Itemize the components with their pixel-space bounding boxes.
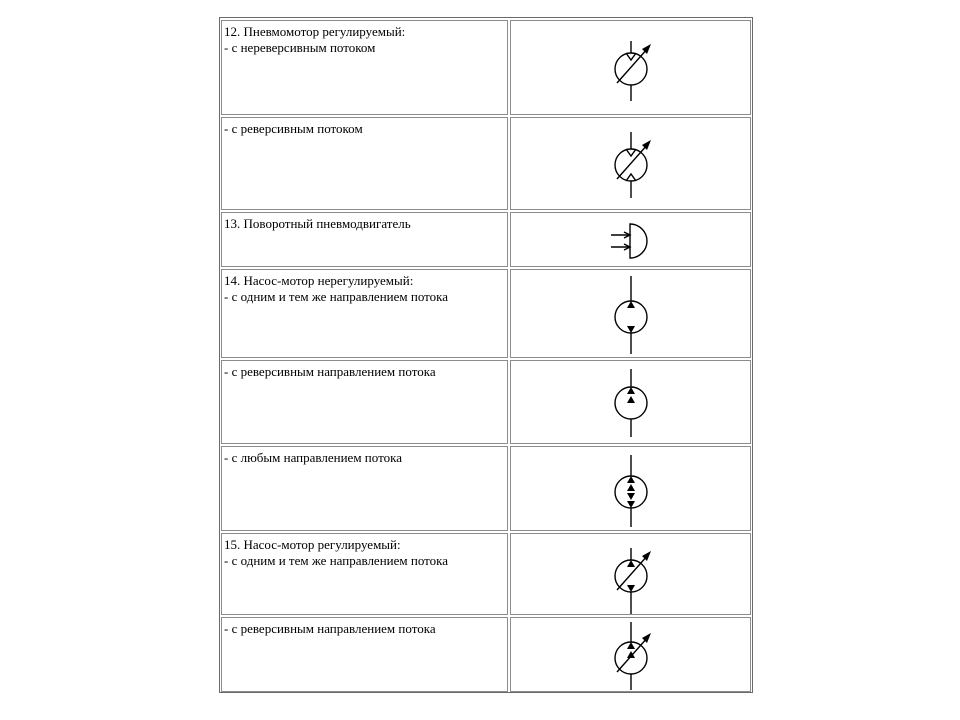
symbol-cell	[510, 360, 751, 444]
pump-motor-fixed-any-direction-icon	[511, 447, 751, 533]
symbol-cell	[510, 446, 751, 531]
description-cell	[221, 446, 508, 531]
table-row	[220, 117, 752, 212]
table-row	[220, 269, 752, 360]
description-cell	[221, 360, 508, 444]
row-title: 12. Пневмомотор регулируемый:	[224, 24, 406, 39]
row-line: - с одним и тем же направлением потока	[224, 553, 449, 568]
table-row	[220, 212, 752, 269]
row-title: 13. Поворотный пневмодвигатель	[224, 216, 411, 231]
symbol-cell	[510, 20, 751, 115]
symbol-cell	[510, 617, 751, 692]
table-row	[220, 360, 752, 446]
row-line: - с реверсивным направлением потока	[224, 621, 436, 636]
table-row	[220, 446, 752, 533]
pump-motor-adjustable-reversible-icon	[511, 618, 751, 692]
table-row	[220, 20, 752, 117]
pump-motor-fixed-reversible-icon	[511, 361, 751, 445]
row-line: - с реверсивным потоком	[224, 121, 363, 136]
table-row	[220, 533, 752, 617]
row-line: - с реверсивным направлением потока	[224, 364, 436, 379]
pump-motor-adjustable-one-direction-icon	[511, 534, 751, 616]
description-cell	[221, 617, 508, 692]
row-title: 14. Насос-мотор нерегулируемый:	[224, 273, 414, 288]
symbol-cell	[510, 533, 751, 615]
table-row	[220, 617, 752, 692]
description-cell	[221, 533, 508, 615]
pump-motor-fixed-one-direction-icon	[511, 270, 751, 360]
symbol-cell	[510, 212, 751, 267]
rotary-actuator-icon	[511, 213, 751, 269]
description-cell	[221, 20, 508, 115]
symbol-cell	[510, 117, 751, 210]
description-cell	[221, 117, 508, 210]
symbol-cell	[510, 269, 751, 358]
motor-adjustable-reversible-icon	[511, 118, 751, 212]
description-cell	[221, 269, 508, 358]
description-cell	[221, 212, 508, 267]
motor-adjustable-nonreversible-icon	[511, 21, 751, 117]
row-line: - с любым направлением потока	[224, 450, 402, 465]
symbols-table	[219, 17, 753, 693]
row-line: - с нереверсивным потоком	[224, 40, 376, 55]
row-line: - с одним и тем же направлением потока	[224, 289, 449, 304]
row-title: 15. Насос-мотор регулируемый:	[224, 537, 401, 552]
